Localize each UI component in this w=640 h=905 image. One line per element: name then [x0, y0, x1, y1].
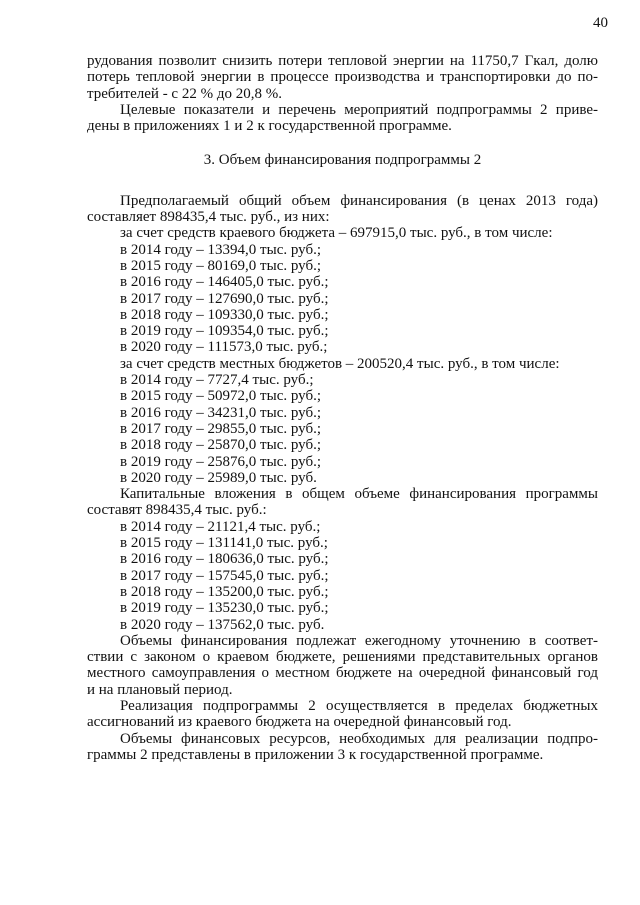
annual-paragraph-cont — [87, 649, 598, 698]
indicators-paragraph-cont — [87, 118, 598, 134]
list-item: в 2015 году – 80169,0 тыс. руб.; — [120, 257, 322, 274]
local-budget-heading: за счет средств местных бюджетов – 200520,4 тыс. руб., в том числе: — [120, 355, 560, 372]
total-line-1: Предполагаемый общий объем финансирования (в ценах 2013 года) — [120, 192, 598, 209]
regional-budget-list — [87, 242, 598, 356]
implementation-paragraph — [87, 698, 598, 714]
resources-line-2: граммы 2 представлены в приложении 3 к государственной программе. — [87, 746, 544, 763]
intro-paragraph — [87, 53, 598, 102]
implementation-line-1: Реализация подпрограммы 2 осуществляется в пределах бюджетных — [120, 697, 598, 714]
list-item: в 2017 году – 127690,0 тыс. руб.; — [120, 290, 329, 307]
list-item: в 2016 году – 146405,0 тыс. руб.; — [120, 274, 329, 291]
total-paragraph — [87, 193, 598, 209]
document-body — [87, 53, 598, 763]
list-item: в 2018 году – 135200,0 тыс. руб.; — [120, 583, 329, 600]
list-item: в 2020 году – 25989,0 тыс. руб. — [120, 469, 317, 486]
indicators-paragraph — [87, 102, 598, 118]
annual-line-2: ствии с законом о краевом бюджете, решениями представительных органов — [87, 649, 598, 666]
list-item: в 2019 году – 109354,0 тыс. руб.; — [120, 323, 329, 340]
capital-investment-list — [87, 519, 598, 633]
implementation-line-2: ассигнований из краевого бюджета на очередной финансовый год. — [87, 714, 512, 731]
capital-paragraph — [87, 486, 598, 502]
total-paragraph-cont — [87, 209, 598, 225]
intro-line-3: требителей - с 22 % до 20,8 %. — [87, 85, 282, 102]
list-item: в 2015 году – 131141,0 тыс. руб.; — [120, 535, 328, 552]
indicators-line-2: дены в приложениях 1 и 2 к государственной программе. — [87, 118, 452, 135]
list-item: в 2015 году – 50972,0 тыс. руб.; — [120, 388, 322, 405]
list-item: в 2016 году – 180636,0 тыс. руб.; — [120, 551, 329, 568]
list-item: в 2019 году – 25876,0 тыс. руб.; — [120, 453, 322, 470]
list-item: в 2014 году – 21121,4 тыс. руб.; — [120, 518, 321, 535]
list-item: в 2020 году – 137562,0 тыс. руб. — [120, 616, 325, 633]
capital-line-1: Капитальные вложения в общем объеме финансирования программы — [120, 486, 598, 503]
capital-line-2: составят 898435,4 тыс. руб.: — [87, 502, 267, 519]
resources-paragraph-cont — [87, 747, 598, 763]
list-item: в 2020 году – 111573,0 тыс. руб.; — [120, 339, 328, 356]
list-item: в 2014 году – 13394,0 тыс. руб.; — [120, 241, 322, 258]
intro-line-2: потерь тепловой энергии в процессе производства и транспортировки до по- — [87, 69, 598, 86]
implementation-paragraph-cont — [87, 714, 598, 730]
list-item: в 2018 году – 25870,0 тыс. руб.; — [120, 437, 322, 454]
indicators-line-1: Целевые показатели и перечень мероприятий подпрограммы 2 приве- — [120, 101, 598, 118]
intro-line-1: рудования позволит снизить потери тепловой энергии на 11750,7 Гкал, долю — [87, 53, 598, 69]
annual-line-1: Объемы финансирования подлежат ежегодному уточнению в соответ- — [120, 632, 598, 649]
total-line-2: составляет 898435,4 тыс. руб., из них: — [87, 209, 330, 226]
page-number: 40 — [593, 15, 608, 31]
annual-line-3: местного самоуправления о местном бюджете на очередной финансовый год — [87, 665, 598, 682]
annual-line-4: и на плановый период. — [87, 681, 233, 698]
capital-paragraph-cont — [87, 502, 598, 518]
section-heading: 3. Объем финансирования подпрограммы 2 — [203, 152, 482, 169]
resources-paragraph — [87, 731, 598, 747]
list-item: в 2017 году – 29855,0 тыс. руб.; — [120, 420, 322, 437]
annual-paragraph — [87, 633, 598, 649]
list-item: в 2017 году – 157545,0 тыс. руб.; — [120, 567, 329, 584]
list-item: в 2014 году – 7727,4 тыс. руб.; — [120, 372, 314, 389]
list-item: в 2018 году – 109330,0 тыс. руб.; — [120, 306, 329, 323]
regional-budget-heading: за счет средств краевого бюджета – 697915,0 тыс. руб., в том числе: — [120, 225, 553, 242]
list-item: в 2019 году – 135230,0 тыс. руб.; — [120, 600, 329, 617]
resources-line-1: Объемы финансовых ресурсов, необходимых для реализации подпро- — [120, 730, 598, 747]
list-item: в 2016 году – 34231,0 тыс. руб.; — [120, 404, 322, 421]
local-budget-list — [87, 372, 598, 486]
